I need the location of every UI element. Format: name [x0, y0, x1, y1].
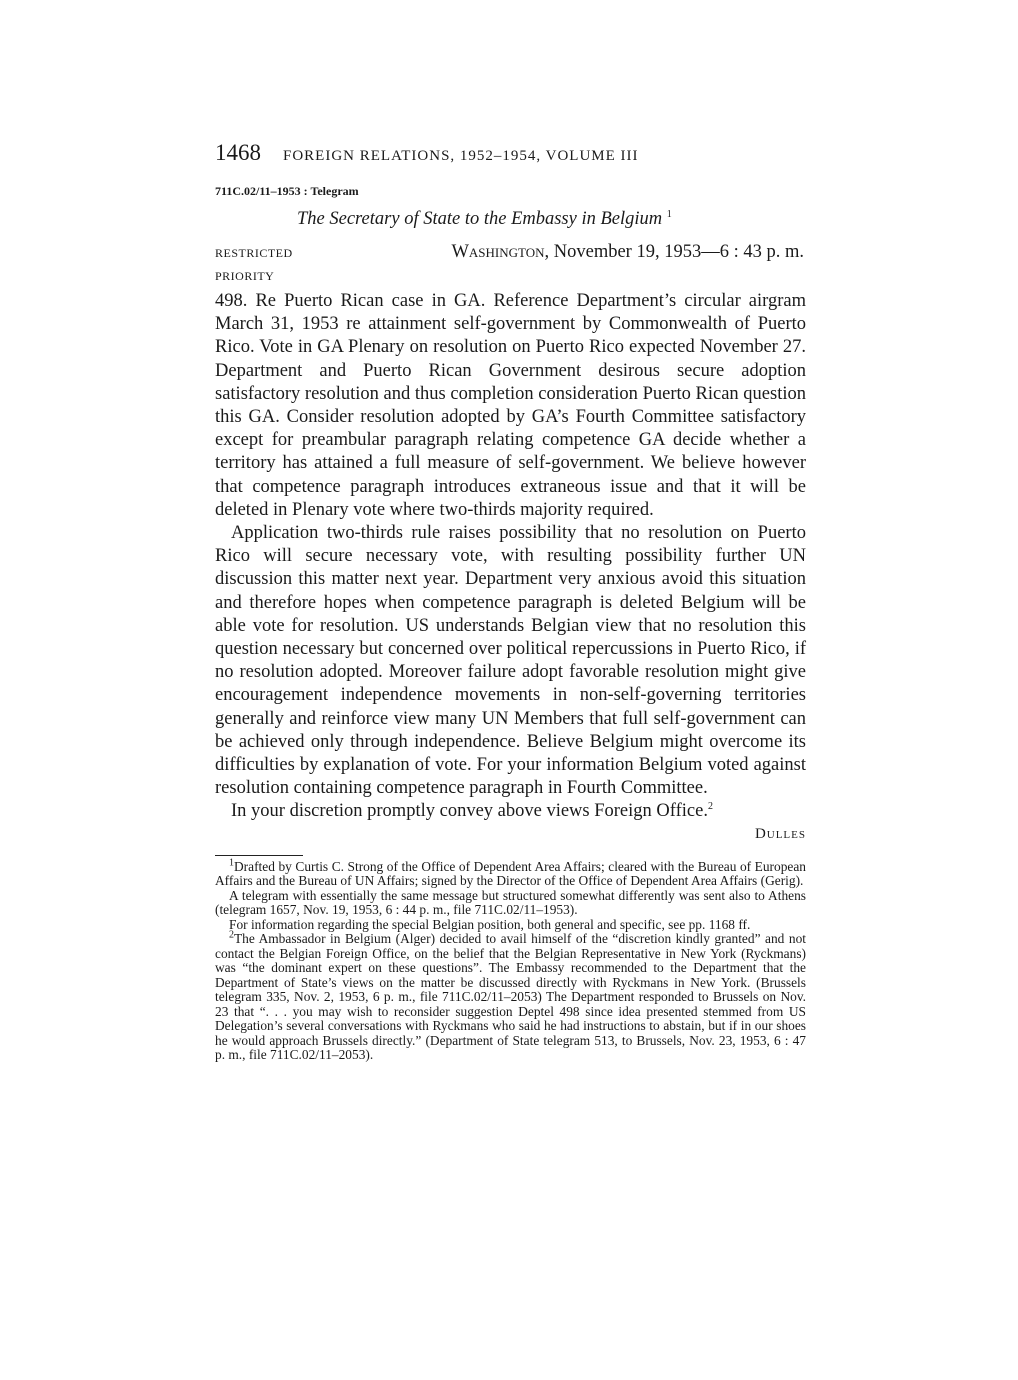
footnote-1-mark: 1: [229, 857, 234, 869]
footnote-ref-2: 2: [707, 801, 713, 813]
classification-row: [215, 242, 806, 263]
running-header: [215, 140, 806, 166]
body-paragraph-2: Application two-thirds rule raises possibility that no resolution on Puerto Rico will secure necessary vote, with resulting possibility further UN discussion this matter next year. Department very anxious avoid this situation and therefore hopes when competence paragraph is deleted Belgium will be able vote for resolution. US understands Belgian view that no resolution this question necessary but concerned over political repercussions in Puerto Rico, if no resolution adopted. Moreover failure adopt favorable resolution might give encouragement independence movements in non-self-governing territories generally and reinforce view many UN Members that full self-government can be achieved only through independence. Believe Belgium might overcome its difficulties by explanation of vote. For your information Belgium voted against resolution containing competence paragraph in Fourth Committee.: [215, 523, 806, 799]
body-paragraph-1: 498. Re Puerto Rican case in GA. Reference Department’s circular airgram March 31, 1953 re attainment self-government by Commonwealth of Puerto Rico. Vote in GA Plenary on resolution on Puerto Rico expected November 27. Department and Puerto Rican Government desirous secure adoption satisfactory resolution and thus completion consideration Puerto Rican question this GA. Consider resolution adopted by GA’s Fourth Committee satisfactory except for preambular paragraph relating competence GA decide whether a territory has attained a full measure of self-government. We believe however that competence paragraph introduces extraneous issue and that it will be deleted in Plenary vote where two-thirds majority required.: [215, 291, 806, 520]
page-number: 1468: [215, 140, 261, 165]
dateline: [451, 242, 804, 263]
document-page: [215, 140, 806, 1063]
running-title: FOREIGN RELATIONS, 1952–1954, VOLUME III: [283, 148, 639, 164]
signature-name: Dulles: [754, 825, 806, 842]
closing-text: In your discretion promptly convey above views Foreign Office.: [231, 801, 708, 822]
file-reference: 711C.02/11–1953 : Telegram: [215, 184, 359, 198]
footnote-divider: [215, 855, 303, 856]
closing-paragraph: [215, 800, 806, 823]
footnote-2-mark: 2: [229, 929, 234, 941]
classification-label: RESTRICTED: [215, 246, 293, 260]
footnote-1-continuation-a: A telegram with essentially the same message but structured somewhat differently was sent also to Athens (telegram 1657, Nov. 19, 1953, 6 : 44 p. m., file 711C.02/11–1953).: [215, 887, 806, 918]
dateline-city: Washington: [451, 242, 545, 262]
footnote-2-text: The Ambassador in Belgium (Alger) decided to avail himself of the “discretion kindly granted” and not contact the Belgian Foreign Office, on the belief that the Belgian Representative in New York (Ryckmans) was “the dominant expert on these questions”. The Embassy recommended to the Department that the Department of State’s views on the matter be discussed directly with Ryckmans in New York. (Brussels telegram 335, Nov. 2, 1953, 6 p. m., file 711C.02/11–2053) The Department responded to Brussels on Nov. 23 that “. . . you may wish to reconsider suggestion Deptel 498 since idea presented stemmed from US Delegation’s several conversations with Ryckmans who said he had instructions to abstain, but if in our shoes he would approach Brussels directly.” (Department of State telegram 513, to Brussels, Nov. 23, 1953, 6 : 47 p. m., file 711C.02/11–2053).: [215, 931, 806, 1063]
footnote-2: [215, 929, 806, 1063]
dateline-date: , November 19, 1953—6 : 43 p. m.: [544, 242, 804, 262]
precedence-label: PRIORITY: [215, 269, 275, 283]
footnote-1: [215, 857, 806, 889]
document-title-text: The Secretary of State to the Embassy in Belgium: [297, 209, 663, 229]
signature: [215, 826, 806, 843]
document-title: [297, 209, 806, 230]
footnote-ref-1: 1: [666, 208, 672, 220]
footnote-1-text: Drafted by Curtis C. Strong of the Office of Dependent Area Affairs; cleared with the Bureau of European Affairs and the Bureau of UN Affairs; signed by the Director of the Office of Dependent Area Affairs (Gerig).: [215, 858, 806, 889]
footnote-1-continuation-b: For information regarding the special Belgian position, both general and specific, see pp. 1168 ff.: [229, 916, 751, 932]
